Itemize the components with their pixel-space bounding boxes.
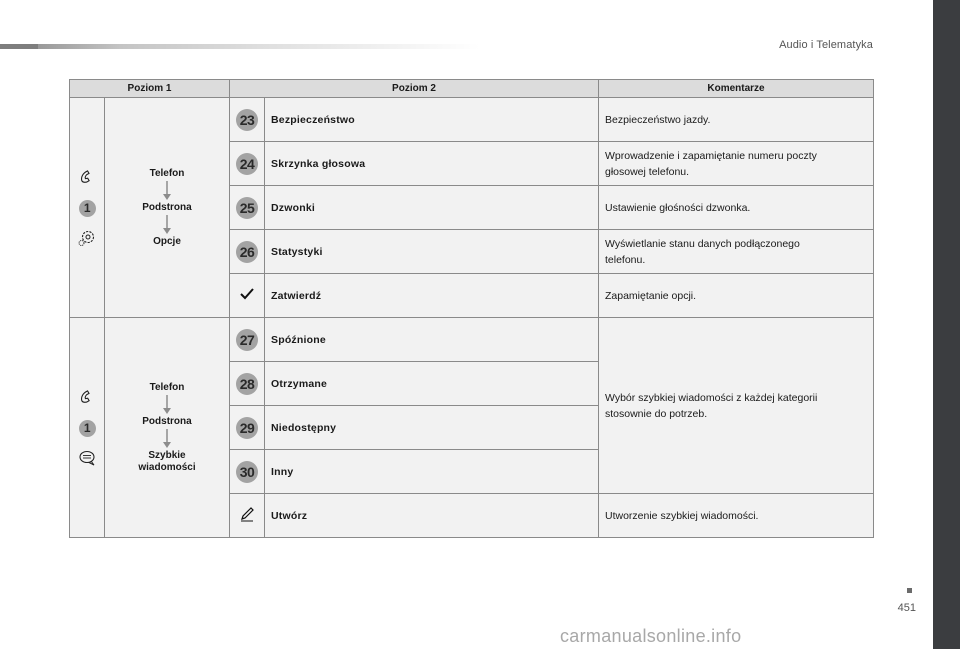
- checkmark-icon: [240, 288, 254, 300]
- right-edge-bar: [933, 0, 960, 649]
- row-number-badge: 28: [236, 373, 258, 395]
- row-number-cell: [230, 186, 265, 230]
- row-label: Utwórz: [265, 494, 599, 538]
- path-item-phone: Telefon: [149, 381, 185, 393]
- path-item-phone: Telefon: [149, 167, 185, 179]
- row-comment-shared: Wybór szybkiej wiadomości z każdej kategorii stosownie do potrzeb.: [599, 318, 874, 494]
- row-label: Niedostępny: [265, 406, 599, 450]
- row-icon-cell: [230, 274, 265, 318]
- row-comment: Wprowadzenie i zapamiętanie numeru poczty głosowej telefonu.: [599, 142, 874, 186]
- row-icon-cell: [230, 494, 265, 538]
- row-number-badge: 29: [236, 417, 258, 439]
- table-row: [70, 98, 874, 142]
- level1-icons-cell: [70, 98, 105, 318]
- level1-path-cell: [105, 318, 230, 538]
- header-decor-bar: [0, 44, 480, 49]
- row-label: Zatwierdź: [265, 274, 599, 318]
- row-label: Otrzymane: [265, 362, 599, 406]
- level1-icons-cell: [70, 318, 105, 538]
- header-decor-bar-dark: [0, 44, 38, 49]
- arrow-down-icon: [162, 395, 172, 415]
- row-label: Spóźnione: [265, 318, 599, 362]
- phone-icon: [77, 168, 97, 186]
- path-item-options: Opcje: [153, 235, 181, 247]
- pencil-icon: [239, 506, 255, 522]
- row-label: Statystyki: [265, 230, 599, 274]
- row-comment: Wyświetlanie stanu danych podłączonego telefonu.: [599, 230, 874, 274]
- arrow-down-icon: [162, 215, 172, 235]
- path-item-subpage: Podstrona: [142, 201, 192, 213]
- page-marker: [907, 588, 912, 593]
- section-title: Audio i Telematyka: [779, 39, 873, 51]
- menu-table: [69, 79, 874, 538]
- row-label: Skrzynka głosowa: [265, 142, 599, 186]
- row-comment: Utworzenie szybkiej wiadomości.: [599, 494, 874, 538]
- row-comment: Bezpieczeństwo jazdy.: [599, 98, 874, 142]
- row-number-badge: 24: [236, 153, 258, 175]
- watermark: carmanualsonline.info: [560, 626, 742, 646]
- row-number-badge: 30: [236, 461, 258, 483]
- table-row: [70, 318, 874, 362]
- row-label: Inny: [265, 450, 599, 494]
- row-label: Bezpieczeństwo: [265, 98, 599, 142]
- column-header-level1: Poziom 1: [70, 80, 230, 98]
- row-comment: Zapamiętanie opcji.: [599, 274, 874, 318]
- row-number-cell: [230, 450, 265, 494]
- page-number: 451: [897, 602, 916, 614]
- row-number-cell: [230, 318, 265, 362]
- level1-number-badge: 1: [79, 200, 96, 217]
- row-number-badge: 26: [236, 241, 258, 263]
- column-header-level2: Poziom 2: [230, 80, 599, 98]
- row-number-badge: 27: [236, 329, 258, 351]
- row-number-badge: 25: [236, 197, 258, 219]
- row-number-cell: [230, 98, 265, 142]
- row-number-cell: [230, 230, 265, 274]
- path-item-subpage: Podstrona: [142, 415, 192, 427]
- arrow-down-icon: [162, 181, 172, 201]
- path-item-quick-messages: Szybkie wiadomości: [138, 449, 196, 473]
- column-header-comments: Komentarze: [599, 80, 874, 98]
- message-icon: [77, 449, 97, 467]
- phone-icon: [77, 388, 97, 406]
- row-number-cell: [230, 362, 265, 406]
- table-header-row: [70, 80, 874, 98]
- row-number-cell: [230, 142, 265, 186]
- settings-gear-icon: [77, 229, 97, 247]
- level1-path-cell: [105, 98, 230, 318]
- row-comment: Ustawienie głośności dzwonka.: [599, 186, 874, 230]
- row-number-badge: 23: [236, 109, 258, 131]
- row-label: Dzwonki: [265, 186, 599, 230]
- arrow-down-icon: [162, 429, 172, 449]
- row-number-cell: [230, 406, 265, 450]
- level1-number-badge: 1: [79, 420, 96, 437]
